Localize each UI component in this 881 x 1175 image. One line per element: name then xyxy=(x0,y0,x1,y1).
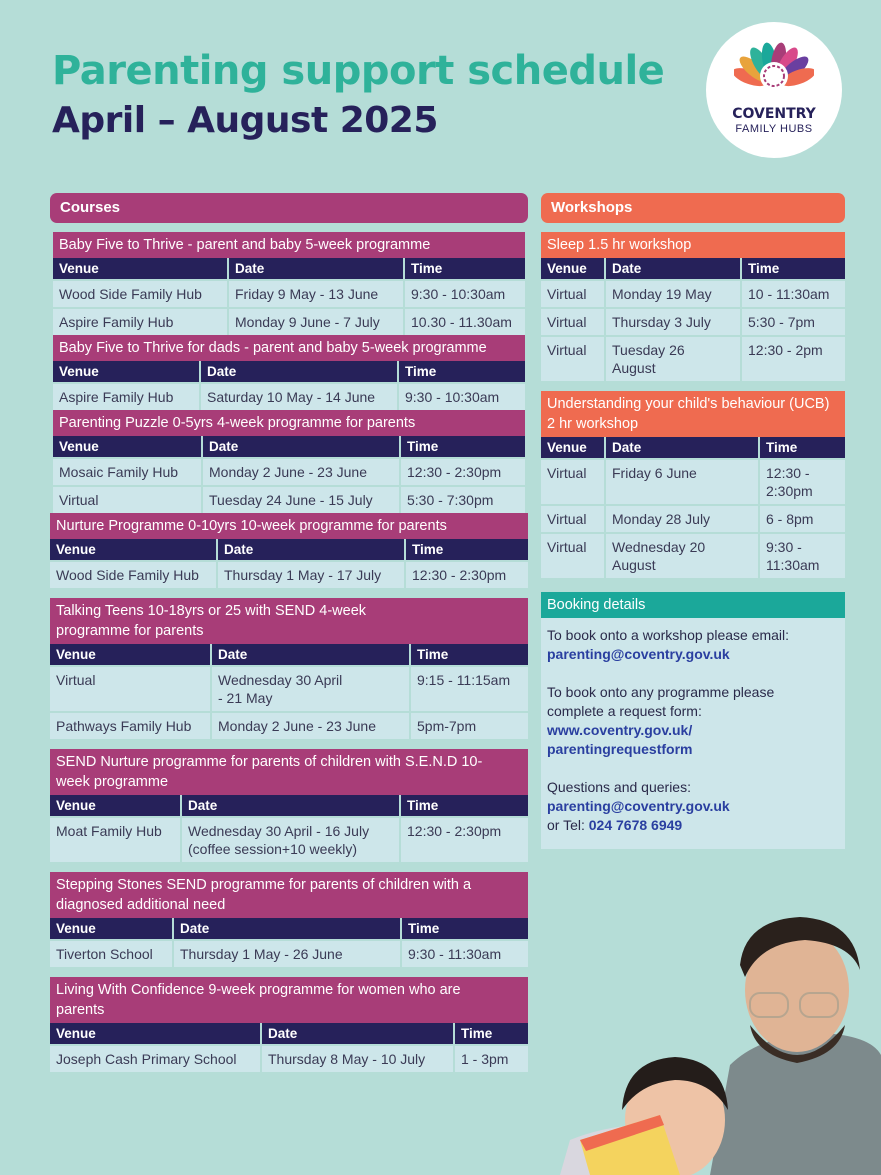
date-cell: Wednesday 30 April - 21 May xyxy=(211,666,410,712)
venue-cell: Wood Side Family Hub xyxy=(53,280,228,308)
schedule-table xyxy=(541,258,845,381)
coventry-family-hubs-logo xyxy=(706,22,842,158)
venue-cell: Virtual xyxy=(53,486,202,513)
date-cell: Saturday 10 May - 14 June xyxy=(200,383,398,410)
programme-block xyxy=(50,977,528,1072)
programme-block xyxy=(50,598,528,739)
time-cell: 12:30 - 2:30pm xyxy=(405,561,528,588)
column-header-venue: Venue xyxy=(50,918,173,940)
venue-cell: Moat Family Hub xyxy=(50,817,181,862)
column-header-time: Time xyxy=(454,1023,528,1045)
venue-cell: Virtual xyxy=(541,308,605,336)
workshop-block xyxy=(541,391,845,578)
schedule-table xyxy=(50,644,528,739)
page-subtitle: April – August 2025 xyxy=(52,100,438,141)
table-row xyxy=(541,505,845,533)
time-cell: 9:30 - 11:30am xyxy=(759,533,845,578)
time-cell: 5:30 - 7pm xyxy=(741,308,845,336)
time-cell: 12:30 - 2:30pm xyxy=(400,458,525,486)
date-cell: Tuesday 26 August xyxy=(605,336,741,381)
programme-title: Parenting Puzzle 0-5yrs 4-week programme for parents xyxy=(53,410,525,436)
column-header-venue: Venue xyxy=(53,258,228,280)
date-cell: Thursday 3 July xyxy=(605,308,741,336)
time-cell: 10 - 11:30am xyxy=(741,280,845,308)
questions-text: Questions and queries: xyxy=(547,779,691,795)
column-header-date: Date xyxy=(605,437,759,459)
table-row xyxy=(53,486,525,513)
column-header-date: Date xyxy=(261,1023,454,1045)
time-cell: 9:15 - 11:15am xyxy=(410,666,528,712)
schedule-table xyxy=(53,436,525,513)
column-header-time: Time xyxy=(401,918,528,940)
venue-cell: Virtual xyxy=(541,336,605,381)
time-cell: 12:30 - 2:30pm xyxy=(400,817,528,862)
table-row xyxy=(53,458,525,486)
venue-cell: Virtual xyxy=(541,505,605,533)
venue-cell: Pathways Family Hub xyxy=(50,712,211,739)
schedule-table xyxy=(50,918,528,967)
parent-child-photo xyxy=(560,915,881,1175)
table-row xyxy=(53,383,525,410)
column-header-venue: Venue xyxy=(50,644,211,666)
request-form-link-line1[interactable]: www.coventry.gov.uk/ xyxy=(547,722,693,738)
programme-block xyxy=(53,232,525,335)
workshop-email-link[interactable]: parenting@coventry.gov.uk xyxy=(547,646,730,662)
programme-title: Talking Teens 10-18yrs or 25 with SEND 4-week programme for parents xyxy=(50,598,528,644)
courses-heading: Courses xyxy=(50,193,528,223)
schedule-table xyxy=(53,361,525,410)
date-cell: Monday 2 June - 23 June xyxy=(211,712,410,739)
column-header-time: Time xyxy=(400,795,528,817)
table-row xyxy=(50,561,528,588)
column-header-date: Date xyxy=(173,918,401,940)
column-header-date: Date xyxy=(181,795,400,817)
workshops-heading: Workshops xyxy=(541,193,845,223)
date-cell: Wednesday 30 April - 16 July (coffee session+10 weekly) xyxy=(181,817,400,862)
programme-title: Living With Confidence 9-week programme for women who are parents xyxy=(50,977,528,1023)
column-header-time: Time xyxy=(398,361,525,383)
date-cell: Tuesday 24 June - 15 July xyxy=(202,486,400,513)
programme-title: Stepping Stones SEND programme for parents of children with a diagnosed additional need xyxy=(50,872,528,918)
time-cell: 9:30 - 11:30am xyxy=(401,940,528,967)
column-header-venue: Venue xyxy=(53,436,202,458)
programme-block xyxy=(53,410,525,513)
programme-title: Nurture Programme 0-10yrs 10-week programme for parents xyxy=(50,513,528,539)
date-cell: Monday 2 June - 23 June xyxy=(202,458,400,486)
time-cell: 9:30 - 10:30am xyxy=(404,280,525,308)
table-row xyxy=(541,459,845,505)
time-cell: 12:30 - 2pm xyxy=(741,336,845,381)
request-form-link-line2[interactable]: parentingrequestform xyxy=(547,741,693,757)
table-row xyxy=(50,940,528,967)
column-header-date: Date xyxy=(200,361,398,383)
column-header-venue: Venue xyxy=(50,539,217,561)
table-row xyxy=(50,712,528,739)
programme-title: SEND Nurture programme for parents of children with S.E.N.D 10-week programme xyxy=(50,749,528,795)
date-cell: Thursday 1 May - 26 June xyxy=(173,940,401,967)
courses-column xyxy=(50,193,528,1082)
logo-text-coventry: COVENTRY xyxy=(732,106,816,122)
programme-title: Baby Five to Thrive for dads - parent and baby 5-week programme xyxy=(53,335,525,361)
venue-cell: Mosaic Family Hub xyxy=(53,458,202,486)
logo-text-family-hubs: FAMILY HUBS xyxy=(735,123,813,135)
column-header-venue: Venue xyxy=(50,1023,261,1045)
table-row xyxy=(53,308,525,335)
time-cell: 10.30 - 11.30am xyxy=(404,308,525,335)
column-header-time: Time xyxy=(405,539,528,561)
venue-cell: Virtual xyxy=(50,666,211,712)
workshop-title: Understanding your child's behaviour (UCB) 2 hr workshop xyxy=(541,391,845,437)
venue-cell: Virtual xyxy=(541,459,605,505)
date-cell: Friday 9 May - 13 June xyxy=(228,280,404,308)
questions-email-link[interactable]: parenting@coventry.gov.uk xyxy=(547,798,730,814)
table-row xyxy=(541,533,845,578)
venue-cell: Virtual xyxy=(541,533,605,578)
time-cell: 5:30 - 7:30pm xyxy=(400,486,525,513)
tel-prefix: or Tel: xyxy=(547,817,589,833)
venue-cell: Virtual xyxy=(541,280,605,308)
date-cell: Friday 6 June xyxy=(605,459,759,505)
venue-cell: Wood Side Family Hub xyxy=(50,561,217,588)
column-header-time: Time xyxy=(759,437,845,459)
schedule-table xyxy=(53,258,525,335)
schedule-table xyxy=(50,539,528,588)
column-header-venue: Venue xyxy=(50,795,181,817)
venue-cell: Joseph Cash Primary School xyxy=(50,1045,261,1072)
column-header-time: Time xyxy=(410,644,528,666)
table-row xyxy=(50,666,528,712)
date-cell: Wednesday 20 August xyxy=(605,533,759,578)
time-cell: 6 - 8pm xyxy=(759,505,845,533)
table-row xyxy=(541,308,845,336)
column-header-date: Date xyxy=(228,258,404,280)
booking-workshop-text: To book onto a workshop please email: xyxy=(547,627,790,643)
table-row xyxy=(541,336,845,381)
booking-title: Booking details xyxy=(541,592,845,618)
column-header-venue: Venue xyxy=(53,361,200,383)
time-cell: 5pm-7pm xyxy=(410,712,528,739)
programme-block xyxy=(50,872,528,967)
table-row xyxy=(50,817,528,862)
column-header-date: Date xyxy=(217,539,405,561)
workshop-title: Sleep 1.5 hr workshop xyxy=(541,232,845,258)
date-cell: Monday 28 July xyxy=(605,505,759,533)
phone-number[interactable]: 024 7678 6949 xyxy=(588,817,683,833)
time-cell: 9:30 - 10:30am xyxy=(398,383,525,410)
request-form-link[interactable] xyxy=(547,722,692,757)
schedule-table xyxy=(50,795,528,862)
venue-cell: Tiverton School xyxy=(50,940,173,967)
column-header-time: Time xyxy=(404,258,525,280)
date-cell: Monday 19 May xyxy=(605,280,741,308)
schedule-table xyxy=(50,1023,528,1072)
workshop-block xyxy=(541,232,845,381)
programme-block xyxy=(50,749,528,862)
programme-title: Baby Five to Thrive - parent and baby 5-week programme xyxy=(53,232,525,258)
booking-details xyxy=(541,592,845,849)
programme-block xyxy=(50,513,528,588)
table-row xyxy=(53,280,525,308)
column-header-venue: Venue xyxy=(541,437,605,459)
table-row xyxy=(50,1045,528,1072)
column-header-date: Date xyxy=(202,436,400,458)
programme-block xyxy=(53,335,525,410)
time-cell: 12:30 - 2:30pm xyxy=(759,459,845,505)
table-row xyxy=(541,280,845,308)
schedule-table xyxy=(541,437,845,578)
venue-cell: Aspire Family Hub xyxy=(53,308,228,335)
column-header-venue: Venue xyxy=(541,258,605,280)
column-header-time: Time xyxy=(741,258,845,280)
workshops-column xyxy=(541,193,845,859)
date-cell: Thursday 8 May - 10 July xyxy=(261,1045,454,1072)
column-header-time: Time xyxy=(400,436,525,458)
date-cell: Thursday 1 May - 17 July xyxy=(217,561,405,588)
booking-programme-text: To book onto any programme please complete a request form: xyxy=(547,684,775,719)
time-cell: 1 - 3pm xyxy=(454,1045,528,1072)
page-title: Parenting support schedule xyxy=(52,48,665,94)
column-header-date: Date xyxy=(211,644,410,666)
venue-cell: Aspire Family Hub xyxy=(53,383,200,410)
date-cell: Monday 9 June - 7 July xyxy=(228,308,404,335)
column-header-date: Date xyxy=(605,258,741,280)
logo-petals-icon xyxy=(734,36,814,106)
